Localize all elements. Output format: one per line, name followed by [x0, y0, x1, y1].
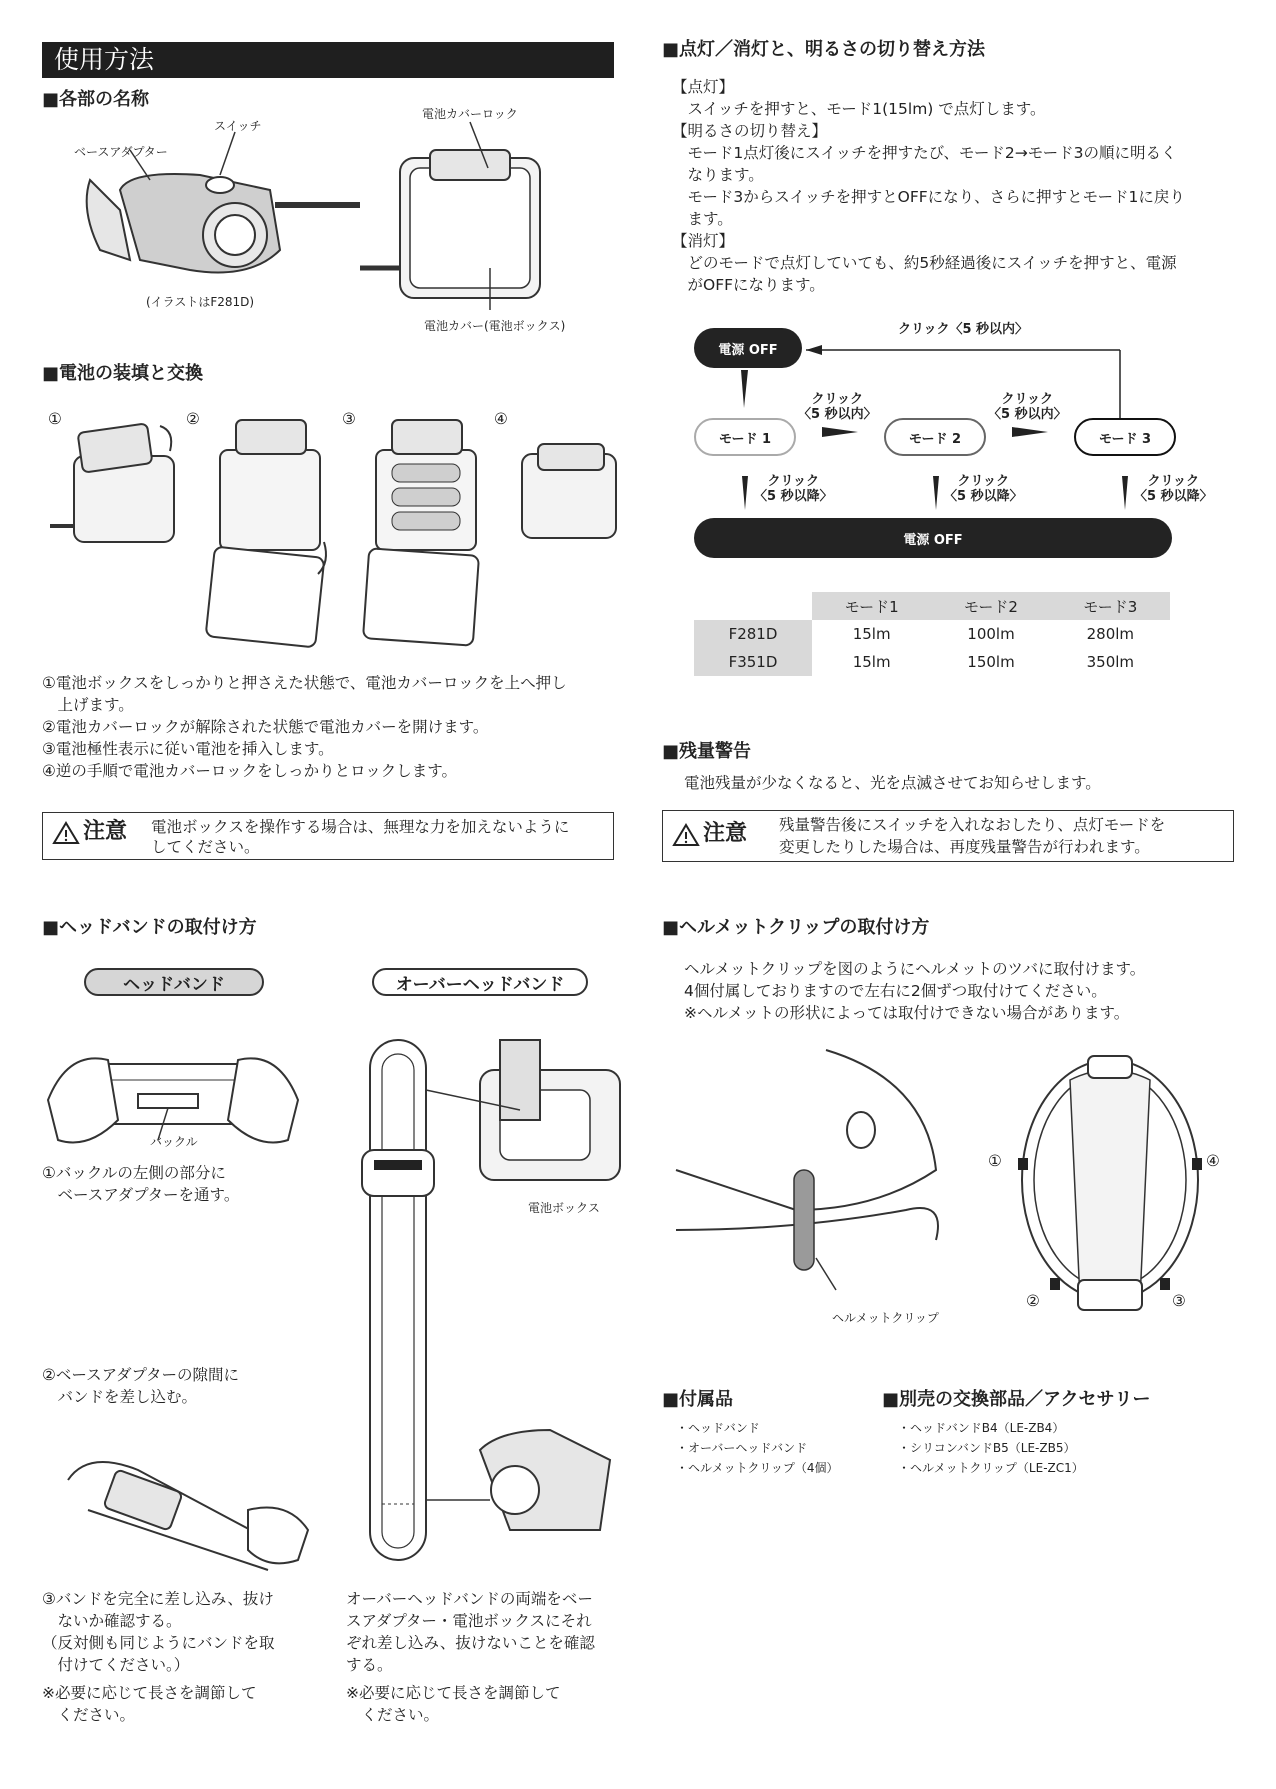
table-header-cell [694, 592, 812, 620]
flow-click-within-top: クリック〈5 秒以内〉 [898, 322, 1029, 337]
battery-step-text-4: ④逆の手順で電池カバーロックをしっかりとロックします。 [42, 762, 458, 780]
battery-step-text-2: ②電池カバーロックが解除された状態で電池カバーを開けます。 [42, 718, 489, 736]
section-switching-heading: ■点灯／消灯と、明るさの切り替え方法 [662, 39, 986, 60]
headband-step2: ②ベースアダプターの隙間に バンドを差し込む。 [42, 1366, 239, 1406]
battery-step-text-1b: 上げます。 [42, 696, 134, 714]
switching-line-7: ます。 [672, 210, 733, 228]
label-base-adapter: ベースアダプター [74, 145, 168, 159]
label-battery-cover-lock: 電池カバーロック [422, 107, 518, 121]
switching-line-9: どのモードで点灯していても、約5秒経過後にスイッチを押すと、電源 [672, 254, 1177, 272]
switching-line-2: スイッチを押すと、モード1(15lm) で点灯します。 [672, 100, 1046, 118]
table-cell: 15lm [852, 625, 891, 643]
switching-line-3: 【明るさの切り替え】 [672, 122, 828, 140]
section-low-battery-heading: ■残量警告 [662, 741, 752, 762]
helmet-marker-3: ③ [1172, 1292, 1186, 1310]
battery-step-marker-1: ① [48, 410, 62, 428]
caution-text-line2: してください。 [151, 838, 260, 856]
table-header-row [694, 592, 1170, 620]
caution-box-battery [42, 812, 614, 860]
flow-click-within-1: クリック 〈5 秒以内〉 [798, 392, 877, 422]
label-illustration-note: (イラストはF281D) [146, 295, 255, 309]
helmet-marker-1: ① [988, 1152, 1002, 1170]
table-row [694, 620, 1170, 648]
table-cell-model: F281D [694, 620, 812, 648]
flow-click-after-3: クリック 〈5 秒以降〉 [1134, 474, 1213, 504]
switching-line-6: モード3からスイッチを押すとOFFになり、さらに押すとモード1に戻り [672, 188, 1185, 206]
headband-note-right: ※必要に応じて長さを調節して ください。 [346, 1684, 561, 1724]
headband-step3: ③バンドを完全に差し込み、抜け ないか確認する。 （反対側も同じようにバンドを取 付けてください。） [42, 1590, 275, 1674]
section-headband-heading: ■ヘッドバンドの取付け方 [42, 917, 257, 938]
flow-click-within-2: クリック 〈5 秒以内〉 [988, 392, 1067, 422]
label-buckle: バックル [150, 1135, 198, 1149]
helmet-marker-4: ④ [1206, 1152, 1220, 1170]
parts-sold-item: ・シリコンバンドB5（LE-ZB5） [898, 1441, 1076, 1455]
parts-sold-item: ・ヘルメットクリップ（LE-ZC1） [898, 1461, 1084, 1475]
battery-step2-illustration [200, 412, 340, 642]
flow-power-off-bar: 電源 OFF [694, 518, 1172, 558]
section-parts-heading: ■各部の名称 [42, 89, 150, 110]
flow-click-after-1: クリック 〈5 秒以降〉 [754, 474, 833, 504]
caution-box-low-battery [662, 810, 1234, 862]
warning-icon [673, 823, 699, 847]
pill-overhead-band: オーバーヘッドバンド [372, 968, 588, 996]
battery-step-text-1: ①電池ボックスをしっかりと押さえた状態で、電池カバーロックを上へ押し [42, 674, 567, 692]
caution-text-line2: 変更したりした場合は、再度残量警告が行われます。 [779, 838, 1150, 856]
flow-click-after-2: クリック 〈5 秒以降〉 [944, 474, 1023, 504]
battery-step-marker-3: ③ [342, 410, 356, 428]
table-cell: 15lm [852, 653, 891, 671]
section-parts-sold-heading: ■別売の交換部品／アクセサリー [882, 1389, 1151, 1410]
switching-line-8: 【消灯】 [672, 232, 735, 250]
warning-icon [53, 821, 79, 845]
table-header-cell: モード3 [1051, 592, 1170, 620]
label-helmet-clip: ヘルメットクリップ [832, 1311, 939, 1325]
caution-title: 注意 [83, 819, 128, 844]
switching-line-1: 【点灯】 [672, 78, 735, 96]
section-helmet-heading: ■ヘルメットクリップの取付け方 [662, 917, 930, 938]
headlamp-illustration [70, 150, 350, 290]
parts-sold-item: ・ヘッドバンドB4（LE-ZB4） [898, 1421, 1065, 1435]
overhead-band-illustration [350, 1030, 630, 1570]
battery-step-text-3: ③電池極性表示に従い電池を挿入します。 [42, 740, 334, 758]
label-battery-box: 電池ボックス [528, 1201, 600, 1215]
battery-step4-illustration [512, 440, 622, 540]
table-header-cell: モード1 [812, 592, 931, 620]
battery-step-marker-4: ④ [494, 410, 508, 428]
switching-line-10: がOFFになります。 [672, 276, 825, 294]
headband-note-left: ※必要に応じて長さを調節して ください。 [42, 1684, 257, 1724]
caution-title: 注意 [703, 821, 748, 846]
headband-insert-illustration [48, 1440, 308, 1570]
section-battery-heading: ■電池の装填と交換 [42, 363, 204, 384]
accessory-item: ・ヘッドバンド [676, 1421, 760, 1435]
accessory-item: ・オーバーヘッドバンド [676, 1441, 808, 1455]
label-battery-cover: 電池カバー(電池ボックス) [424, 319, 566, 333]
table-cell: 150lm [967, 653, 1015, 671]
mode-brightness-table [694, 592, 1170, 676]
caution-text-line1: 残量警告後にスイッチを入れなおしたり、点灯モードを [779, 816, 1166, 834]
battery-step-marker-2: ② [186, 410, 200, 428]
helmet-instructions: ヘルメットクリップを図のようにヘルメットのツバに取付けます。 4個付属しておりますので左右に2個ずつ取付けてください。 ※ヘルメットの形状によっては取付けできない場合があります。 [684, 960, 1146, 1022]
battery-step3-illustration [356, 412, 496, 642]
section-accessories-heading: ■付属品 [662, 1389, 734, 1410]
switching-line-4: モード1点灯後にスイッチを押すたび、モード2→モード3の順に明るく [672, 144, 1177, 162]
flow-mode1-node: モード 1 [694, 418, 796, 456]
helmet-side-illustration [676, 1040, 956, 1280]
helmet-marker-2: ② [1026, 1292, 1040, 1310]
table-row [694, 648, 1170, 676]
overhead-band-instructions: オーバーヘッドバンドの両端をベー スアダプター・電池ボックスにそれ ぞれ差し込み、抜けないことを確認 する。 [346, 1590, 595, 1674]
table-cell: 350lm [1086, 653, 1135, 671]
table-cell: 100lm [967, 625, 1015, 643]
pill-headband: ヘッドバンド [84, 968, 264, 996]
flow-mode2-node: モード 2 [884, 418, 986, 456]
table-cell: 280lm [1086, 625, 1135, 643]
table-cell-model: F351D [694, 648, 812, 676]
helmet-top-illustration [1010, 1040, 1220, 1330]
flow-mode3-node: モード 3 [1074, 418, 1176, 456]
label-switch: スイッチ [214, 119, 262, 133]
page-title: 使用方法 [42, 42, 614, 78]
headband-step1: ①バックルの左側の部分に ベースアダプターを通す。 [42, 1164, 240, 1204]
battery-step1-illustration [50, 416, 190, 546]
switching-line-5: なります。 [672, 166, 764, 184]
low-battery-text: 電池残量が少なくなると、光を点滅させてお知らせします。 [684, 774, 1101, 792]
caution-text-line1: 電池ボックスを操作する場合は、無理な力を加えないように [151, 818, 570, 836]
accessory-item: ・ヘルメットクリップ（4個） [676, 1461, 839, 1475]
table-header-cell: モード2 [931, 592, 1050, 620]
battery-box-illustration [360, 128, 570, 308]
flow-power-off-node: 電源 OFF [694, 328, 802, 368]
